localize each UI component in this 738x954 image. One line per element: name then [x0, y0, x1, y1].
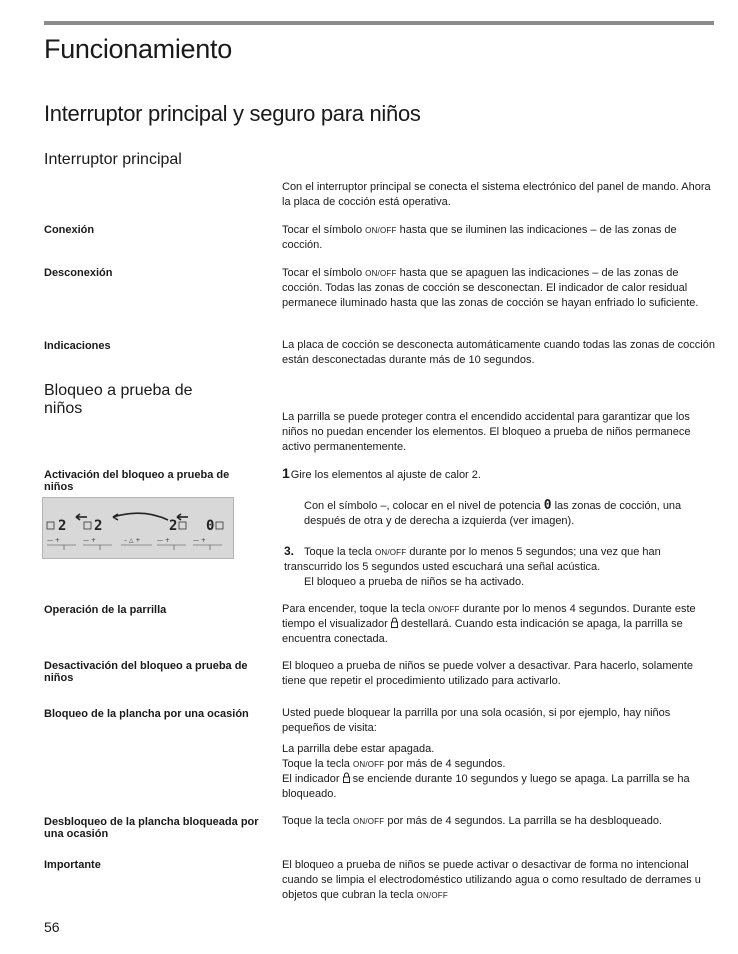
on-off-key: ON/OFF — [428, 605, 460, 614]
deactivation-text: El bloqueo a prueba de niños se puede volver a desactivar. Para hacerlo, solamente tiene que repetir el procedimiento utilizado para activarlo. — [282, 660, 693, 687]
main-switch-heading: Interruptor principal — [44, 151, 182, 168]
deactivation-label: Desactivación del bloqueo a prueba de niños — [44, 660, 248, 684]
arrow-icon — [177, 514, 188, 520]
desconexion-label: Desconexión — [44, 267, 113, 279]
operation-label: Operación de la parrilla — [44, 604, 167, 616]
page-number: 56 — [44, 919, 60, 935]
top-rule — [44, 21, 714, 25]
activation-label: Activación del bloqueo a prueba de niños — [44, 469, 230, 493]
once-lock-steps: La parrilla debe estar apagada. Toque la tecla ON/OFF por más de 4 segundos. El indicador se enciende durante 10 segundos y luego se apaga. La parrilla se ha bloqueado. — [282, 743, 690, 800]
important-label: Importante — [44, 859, 101, 871]
power-level-digit: 0 — [543, 498, 552, 513]
conexion-text: Tocar el símbolo ON/OFF hasta que se iluminen las indicaciones – de las zonas de cocción. — [282, 224, 677, 251]
on-off-key: ON/OFF — [352, 817, 385, 826]
step-number: 1 — [282, 465, 290, 481]
on-off-key: ON/OFF — [365, 226, 397, 235]
lock-icon — [343, 772, 350, 783]
on-off-key: ON/OFF — [416, 891, 448, 900]
zone-display-digit: 2 — [58, 518, 67, 534]
child-lock-heading: Bloqueo a prueba de niños — [44, 382, 193, 417]
zone-display-digit: 2 — [169, 518, 178, 534]
on-off-key: ON/OFF — [365, 269, 397, 278]
curved-arrow-icon — [113, 513, 168, 520]
indicaciones-text: La placa de cocción se desconecta automáticamente cuando todas las zonas de cocción están desconectadas durante más de 10 segundos. — [282, 339, 715, 366]
unlock-label: Desbloqueo de la plancha bloqueada por una ocasión — [44, 816, 259, 840]
on-off-key: ON/OFF — [374, 548, 407, 557]
zone-display-digit: 2 — [94, 518, 103, 534]
zone-indicator-icon — [179, 522, 186, 529]
minus-plus-key: — + — [83, 537, 96, 544]
timer-key: – △ + — [124, 537, 141, 544]
important-text: El bloqueo a prueba de niños se puede activar o desactivar de forma no intencional cuando se limpia el electrodoméstico utilizando agua o como resultado de derrames u objetos que cubran la tecla ON/OFF — [282, 859, 701, 901]
zone-indicator-icon — [84, 522, 91, 529]
minus-plus-key: — + — [47, 537, 60, 544]
arrow-icon — [76, 514, 87, 520]
lock-icon — [391, 617, 398, 628]
indicaciones-label: Indicaciones — [44, 340, 111, 352]
minus-plus-key: — + — [157, 537, 170, 544]
on-off-key: ON/OFF — [352, 760, 385, 769]
activation-step3: 3. Toque la tecla ON/OFF durante por lo menos 5 segundos; una vez que han transcurrido los 5 segundos usted escuchará una señal acústica. El bloqueo a prueba de niños se ha activado. — [284, 544, 661, 588]
step-number: 3. — [284, 544, 295, 558]
once-lock-label: Bloqueo de la plancha por una ocasión — [44, 708, 249, 720]
child-lock-intro: La parrilla se puede proteger contra el encendido accidental para garantizar que los niños no puedan encender los elementos. El bloqueo a prueba de niños permanece activo permanentemente. — [282, 411, 691, 453]
once-lock-text: Usted puede bloquear la parrilla por una sola ocasión, si por ejemplo, hay niños pequeños de visita: — [282, 707, 671, 734]
activation-step2: Con el símbolo –, colocar en el nivel de potencia 0 las zonas de cocción, una después de otra y de derecha a izquierda (ver imagen). — [304, 498, 682, 527]
control-panel-image — [42, 497, 234, 559]
zone-indicator-icon — [216, 522, 223, 529]
minus-plus-key: — + — [193, 537, 206, 544]
unlock-text: Toque la tecla ON/OFF por más de 4 segundos. La parrilla se ha desbloqueado. — [282, 815, 662, 827]
section-title: Interruptor principal y seguro para niños — [44, 101, 421, 126]
activation-step1: 1Gire los elementos al ajuste de calor 2. — [282, 465, 481, 481]
page-title: Funcionamiento — [44, 34, 232, 64]
operation-text: Para encender, toque la tecla ON/OFF durante por lo menos 4 segundos. Durante este tiempo el visualizador destellará. Cuando esta indicación se apaga, la parrilla se encuentra conectada. — [282, 603, 696, 645]
zone-indicator-icon — [47, 522, 54, 529]
desconexion-text: Tocar el símbolo ON/OFF hasta que se apaguen las indicaciones – de las zonas de cocción. Todas las zonas de cocción se desconectan. El indicador de calor residual permanece iluminado hasta que las zonas de cocción se hayan enfriado lo suficiente. — [282, 267, 699, 309]
control-panel-drawing — [43, 498, 233, 558]
zone-display-digit: 0 — [206, 518, 215, 534]
main-switch-intro: Con el interruptor principal se conecta el sistema electrónico del panel de mando. Ahora la placa de cocción está operativa. — [282, 181, 711, 208]
conexion-label: Conexión — [44, 224, 95, 236]
